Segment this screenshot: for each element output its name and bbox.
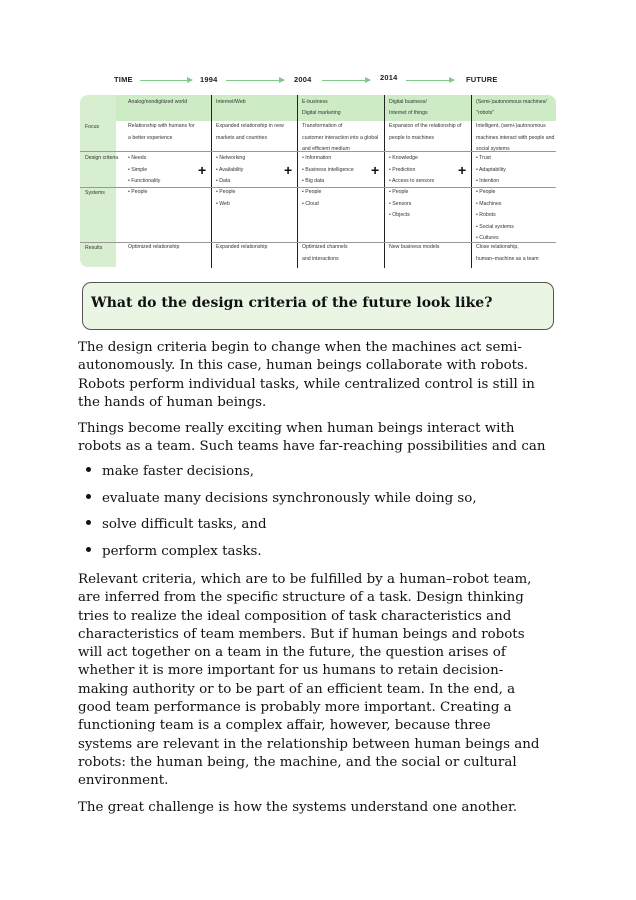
results-cell: Close relationship, human–machine as a team <box>476 244 539 262</box>
timeline-arrow <box>140 80 192 81</box>
evolution-figure <box>0 0 636 275</box>
plus-icon: + <box>198 162 207 178</box>
systems-cell: • People • Sensors • Objects <box>389 189 412 218</box>
question-heading: What do the design criteria of the future look like? <box>91 295 493 311</box>
timeline-label-time: TIME <box>114 75 133 84</box>
focus-cell: Transformation of customer interaction into a global and efficient medium <box>302 123 379 152</box>
focus-cell: Expanded relationship in new markets and countries <box>216 123 284 141</box>
systems-cell: • People • Cloud <box>302 189 322 207</box>
bullet-icon <box>86 494 91 499</box>
row-label-systems: Systems <box>85 190 105 196</box>
design-criteria-cell: • Knowledge • Prediction • Access to sensors <box>389 155 435 184</box>
list-item: make faster decisions, <box>86 464 254 479</box>
design-criteria-cell: • Information • Business intelligence • Big data <box>302 155 354 184</box>
bullet-icon <box>86 547 91 552</box>
plus-icon: + <box>371 162 380 178</box>
systems-cell: • People <box>128 189 148 195</box>
paragraph-3: Relevant criteria, which are to be fulfilled by a human–robot team, are inferred from the specific structure of a task. Design thinking tries to realize the ideal composition of task characteristics and characteristics of team members. But if human beings and robots will act together on a team in the future, the question arises of whether it is more important for us humans to retain decision- making authority or to be part of an efficient team. In the end, a good team performance is probably more important. Creating a functioning team is a complex affair, however, because three systems are relevant in the relationship between human beings and robots: the human being, the machine, and the social or cultural environment. <box>78 572 540 789</box>
results-cell: Optimized channels and interactions <box>302 244 348 262</box>
plus-icon: + <box>458 162 467 178</box>
column-header-ebusiness: E-business Digital marketing <box>302 99 341 116</box>
timeline-label-1994: 1994 <box>200 75 218 84</box>
focus-cell: Intelligent, (semi-)autonomous machines interact with people and social systems <box>476 123 555 152</box>
timeline-label-2014: 2014 <box>380 73 398 82</box>
list-item: evaluate many decisions synchronously while doing so, <box>86 491 477 506</box>
list-item: solve difficult tasks, and <box>86 517 267 532</box>
column-header-internet: Internet/Web <box>216 99 246 105</box>
list-item: perform complex tasks. <box>86 544 262 559</box>
paragraph-4: The great challenge is how the systems understand one another. <box>78 800 518 815</box>
results-cell: Optimized relationship <box>128 244 180 250</box>
timeline-label-future: FUTURE <box>466 75 498 84</box>
design-criteria-cell: • Trust • Adaptability • Intention <box>476 155 506 184</box>
row-label-results: Results <box>85 245 103 251</box>
timeline-arrow <box>406 80 454 81</box>
systems-cell: • People • Machines • Robots • Social systems • Cultures <box>476 189 514 241</box>
row-label-focus: Focus <box>85 124 100 130</box>
results-cell: Expanded relationship <box>216 244 268 250</box>
bullet-icon <box>86 520 91 525</box>
focus-cell: Relationship with humans for a better experience <box>128 123 195 141</box>
design-criteria-cell: • Networking • Availability • Data <box>216 155 246 184</box>
timeline-arrow <box>226 80 284 81</box>
column-header-digital-business: Digital business/ Internet of things <box>389 99 428 116</box>
results-cell: New business models <box>389 244 440 250</box>
column-header-autonomous: (Semi-)autonomous machines/ "robots" <box>476 99 547 116</box>
timeline-arrow <box>322 80 370 81</box>
timeline-label-2004: 2004 <box>294 75 312 84</box>
paragraph-1: The design criteria begin to change when the machines act semi- autonomously. In this case, human beings collaborate with robots. Robots perform individual tasks, while centralized control is still in the hands of human beings. <box>78 340 535 410</box>
question-box <box>82 282 554 330</box>
paragraph-2: Things become really exciting when human beings interact with robots as a team. Such teams have far-reaching possibilities and can <box>78 421 546 455</box>
bullet-icon <box>86 467 91 472</box>
focus-cell: Expansion of the relationship of people to machines <box>389 123 462 141</box>
plus-icon: + <box>284 162 293 178</box>
column-header-analog: Analog/nondigitized world <box>128 99 188 105</box>
design-criteria-cell: • Needs • Simple • Functionality <box>128 155 161 184</box>
systems-cell: • People • Web <box>216 189 236 207</box>
row-label-design-criteria: Design criteria <box>85 155 119 161</box>
